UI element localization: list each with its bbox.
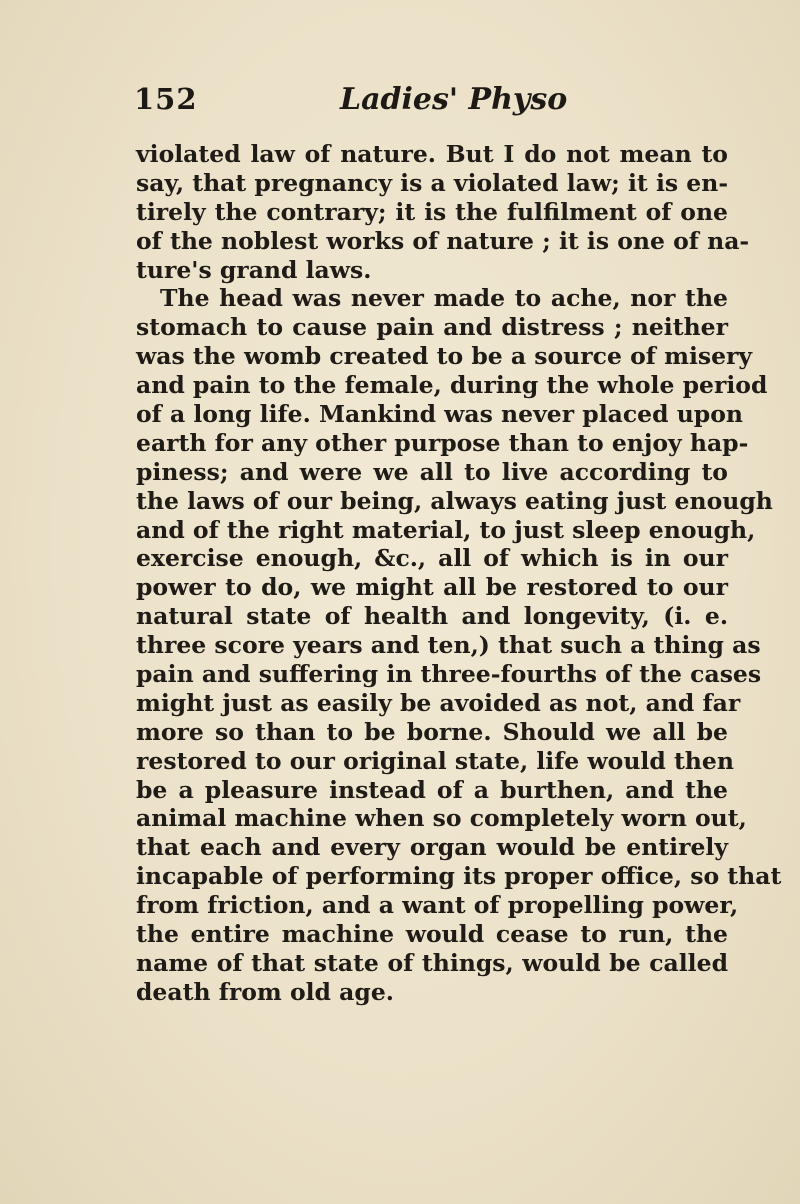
running-title: Ladies' Physo <box>340 82 568 117</box>
text-line: be a pleasure instead of a burthen, and the <box>136 775 728 804</box>
text-line: might just as easily be avoided as not, and far <box>136 688 741 717</box>
text-line: say, that pregnancy is a violated law; it is en- <box>136 168 729 197</box>
text-line: exercise enough, &c., all of which is in our <box>136 544 728 573</box>
text-line: earth for any other purpose than to enjoy hap- <box>136 428 749 457</box>
text-line: and pain to the female, during the whole period <box>136 371 768 400</box>
text-line: incapable of performing its proper office, so that <box>136 862 782 891</box>
page-number: 152 <box>134 82 198 116</box>
text-line: restored to our original state, life would then <box>136 746 734 775</box>
text-line: more so than to be borne. Should we all be <box>136 717 728 746</box>
text-line: animal machine when so completely worn out, <box>136 804 747 833</box>
text-line: was the womb created to be a source of misery <box>136 342 753 371</box>
text-line: piness; and were we all to live according to <box>136 457 728 486</box>
text-line: power to do, we might all be restored to our <box>136 573 728 602</box>
text-line: name of that state of things, would be called <box>136 948 728 977</box>
text-line: death from old age. <box>136 977 394 1006</box>
text-line: from friction, and a want of propelling power, <box>136 891 739 920</box>
text-line: stomach to cause pain and distress ; neither <box>136 313 728 342</box>
text-line: the entire machine would cease to run, the <box>136 920 728 949</box>
text-line: that each and every organ would be entirely <box>136 833 728 862</box>
text-line: three score years and ten,) that such a thing as <box>136 631 761 660</box>
body-text <box>136 140 782 1007</box>
text-line: of the noblest works of nature ; it is one of na- <box>136 226 750 255</box>
text-line: violated law of nature. But I do not mean to <box>136 140 728 168</box>
text-line: natural state of health and longevity, (i. e. <box>136 602 728 631</box>
text-line: tirely the contrary; it is the fulfilment of one <box>136 197 728 226</box>
text-line: ture's grand laws. <box>136 255 372 284</box>
text-line: pain and suffering in three-fourths of the cases <box>136 660 762 689</box>
text-line: the laws of our being, always eating just enough <box>136 486 773 515</box>
running-head <box>134 82 694 122</box>
text-line: of a long life. Mankind was never placed upon <box>136 400 743 429</box>
text-line: and of the right material, to just sleep enough, <box>136 515 756 544</box>
paragraph-start-line: The head was never made to ache, nor the <box>160 284 728 313</box>
